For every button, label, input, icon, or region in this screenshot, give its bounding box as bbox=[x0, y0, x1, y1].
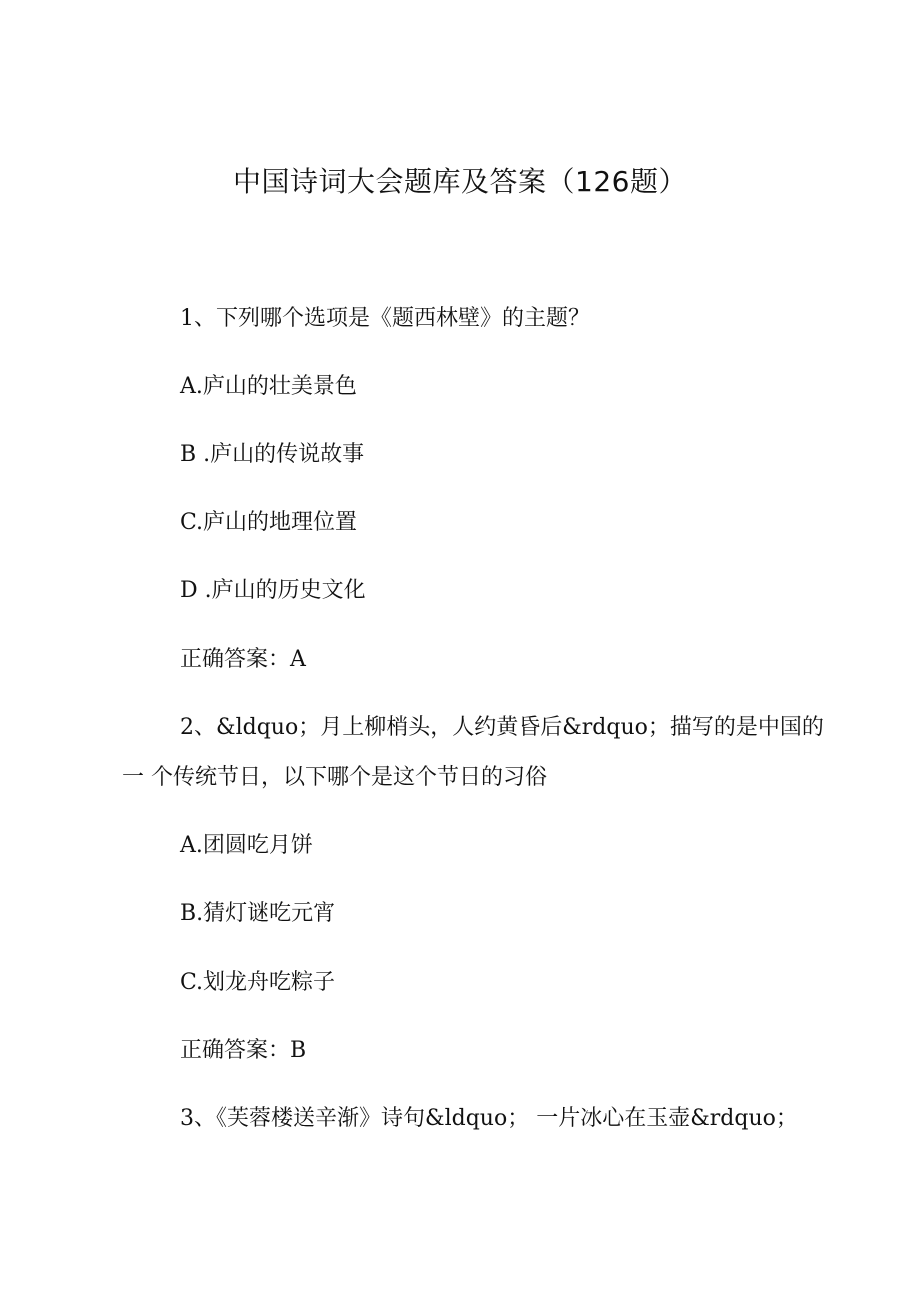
question-2-option-b: B.猜灯谜吃元宵 bbox=[180, 901, 336, 926]
question-2-answer: 正确答案：B bbox=[180, 1038, 307, 1063]
question-3: 3、《芙蓉楼送辛渐》诗句&ldquo； 一片冰心在玉壶&rdquo； bbox=[180, 1106, 798, 1131]
document-title: 中国诗词大会题库及答案（126题） bbox=[233, 165, 687, 198]
question-2-line-2: 一 个传统节日，以下哪个是这个节日的习俗 bbox=[122, 765, 547, 790]
question-2-option-a: A.团圆吃月饼 bbox=[180, 833, 313, 858]
question-1: 1、下列哪个选项是《题西林壁》的主题？ bbox=[180, 306, 590, 331]
question-1-option-d: D .庐山的历史文化 bbox=[180, 578, 366, 603]
question-1-answer: 正确答案：A bbox=[180, 647, 306, 672]
question-1-option-b: B .庐山的传说故事 bbox=[180, 442, 365, 467]
question-1-option-a: A.庐山的壮美景色 bbox=[180, 374, 357, 399]
question-2-line-1: 2、&ldquo；月上柳梢头，人约黄昏后&rdquo；描写的是中国的 bbox=[180, 715, 824, 740]
question-2-option-c: C.划龙舟吃粽子 bbox=[180, 970, 336, 995]
question-1-option-c: C.庐山的地理位置 bbox=[180, 510, 358, 535]
